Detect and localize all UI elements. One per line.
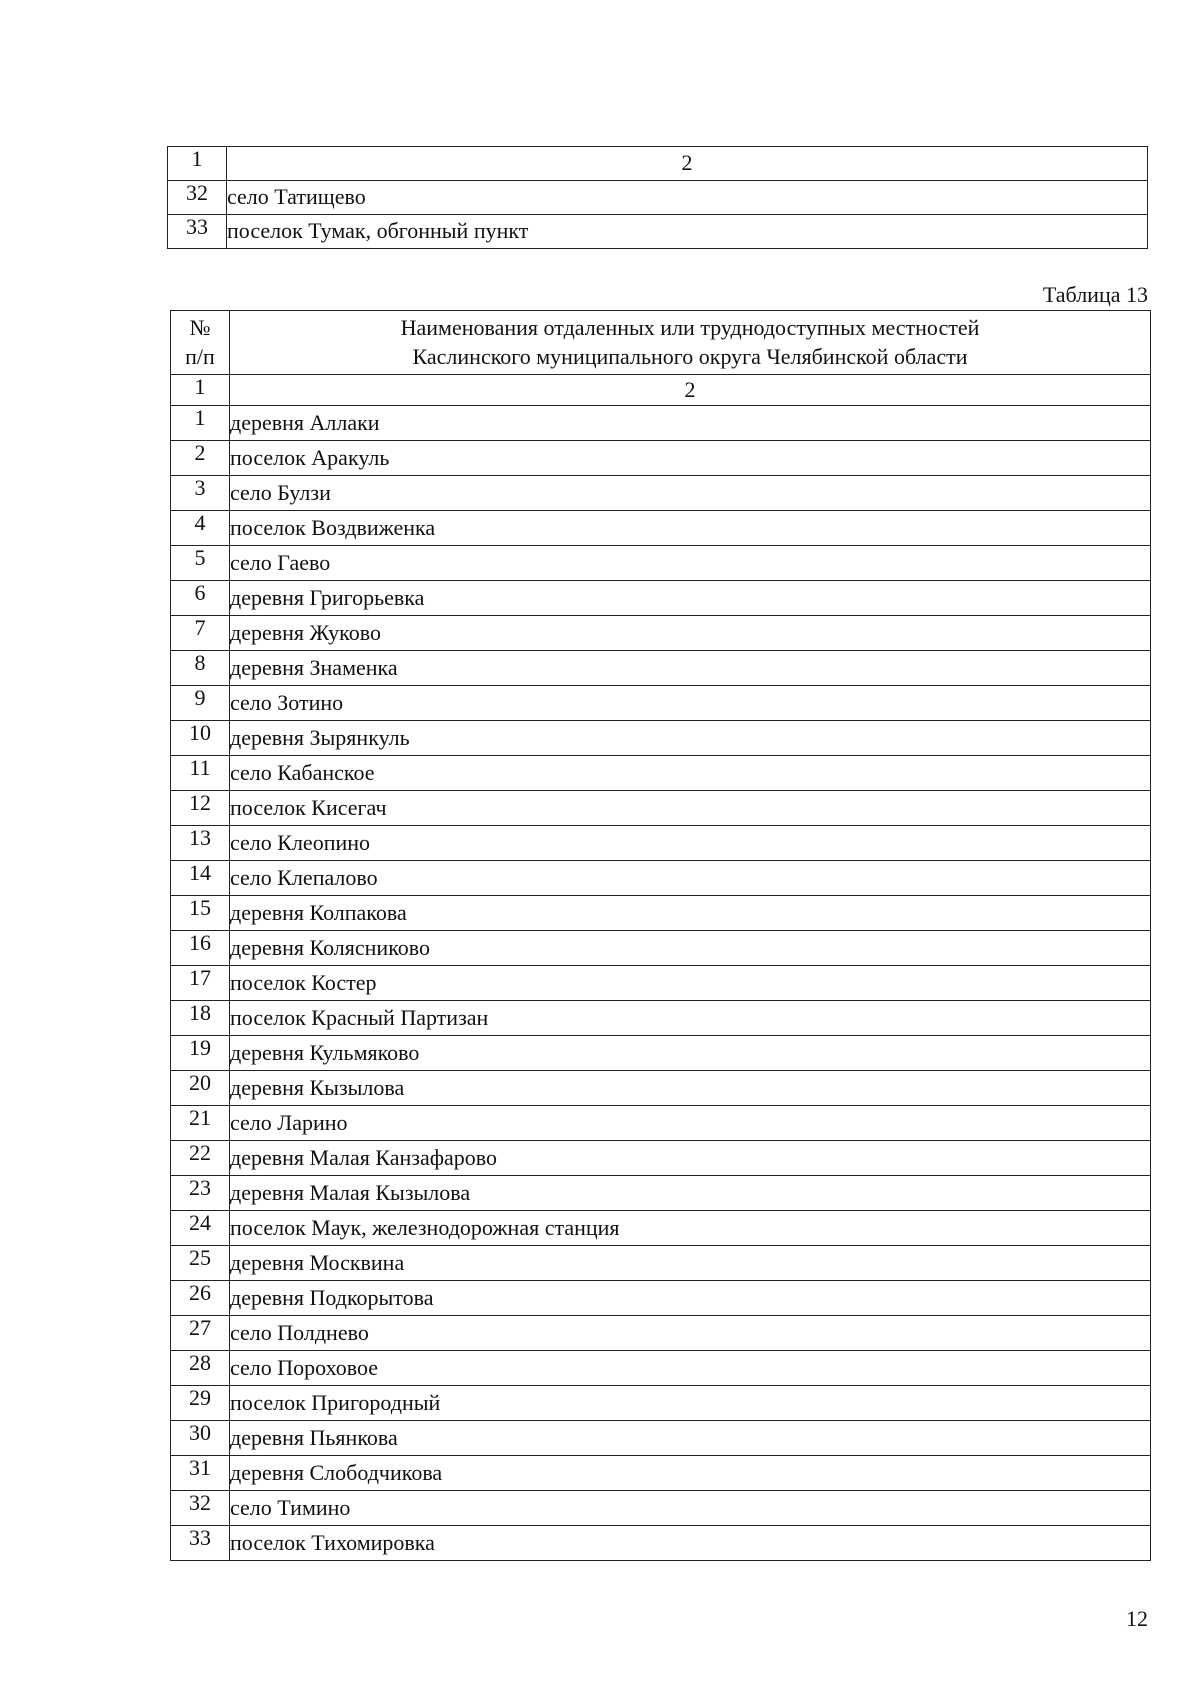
row-number: 5 [171, 546, 230, 581]
table-13 [170, 310, 1151, 1561]
locality-name: село Татищево [227, 181, 1148, 215]
table-row [171, 581, 1151, 616]
row-number: 7 [171, 616, 230, 651]
locality-name: деревня Зырянкуль [230, 721, 1151, 756]
locality-name: село Полднево [230, 1316, 1151, 1351]
row-number: 32 [171, 1491, 230, 1526]
row-number: 26 [171, 1281, 230, 1316]
table-caption: Таблица 13 [1042, 282, 1148, 307]
num-header-symbol: № [189, 314, 211, 340]
column-number-row [171, 375, 1151, 406]
table-row [171, 756, 1151, 791]
locality-name: поселок Тумак, обгонный пункт [227, 215, 1148, 249]
column-number-1: 1 [171, 375, 230, 406]
row-number: 9 [171, 686, 230, 721]
table-row [171, 476, 1151, 511]
table-row [171, 1141, 1151, 1176]
row-number: 30 [171, 1421, 230, 1456]
num-header [171, 311, 230, 375]
table-row [171, 546, 1151, 581]
row-number: 8 [171, 651, 230, 686]
locality-name: поселок Воздвиженка [230, 511, 1151, 546]
table-row [171, 1526, 1151, 1561]
table-header-row [171, 311, 1151, 375]
table-row [168, 181, 1148, 215]
table-row [171, 1211, 1151, 1246]
locality-name: село Ларино [230, 1106, 1151, 1141]
row-number: 10 [171, 721, 230, 756]
locality-name: поселок Тихомировка [230, 1526, 1151, 1561]
locality-name: деревня Москвина [230, 1246, 1151, 1281]
row-number: 29 [171, 1386, 230, 1421]
locality-name: деревня Колпакова [230, 896, 1151, 931]
row-number: 28 [171, 1351, 230, 1386]
locality-name: деревня Колясниково [230, 931, 1151, 966]
locality-name: село Клепалово [230, 861, 1151, 896]
table-row [171, 441, 1151, 476]
row-number: 6 [171, 581, 230, 616]
table-row [171, 1316, 1151, 1351]
locality-name: село Пороховое [230, 1351, 1151, 1386]
page-number: 12 [1126, 1606, 1148, 1631]
row-number: 15 [171, 896, 230, 931]
row-number: 33 [171, 1526, 230, 1561]
table-row [171, 931, 1151, 966]
table-row [171, 1106, 1151, 1141]
column-number-2: 2 [230, 375, 1151, 406]
name-header-line2: Каслинского муниципального округа Челябинской области [412, 343, 968, 369]
continued-table [167, 146, 1148, 249]
locality-name: поселок Костер [230, 966, 1151, 1001]
row-number: 1 [171, 406, 230, 441]
table-row [171, 651, 1151, 686]
table-row [171, 1246, 1151, 1281]
table-row [171, 1036, 1151, 1071]
locality-name: деревня Знаменка [230, 651, 1151, 686]
locality-name: поселок Пригородный [230, 1386, 1151, 1421]
table-row [171, 1351, 1151, 1386]
name-header [230, 311, 1151, 375]
row-number: 16 [171, 931, 230, 966]
num-header-abbrev: п/п [185, 343, 215, 369]
locality-name: село Гаево [230, 546, 1151, 581]
locality-name: поселок Аракуль [230, 441, 1151, 476]
table-row [171, 721, 1151, 756]
row-number: 33 [168, 215, 227, 249]
table-row [171, 791, 1151, 826]
locality-name: поселок Маук, железнодорожная станция [230, 1211, 1151, 1246]
locality-name: деревня Малая Канзафарово [230, 1141, 1151, 1176]
table-row [171, 616, 1151, 651]
row-number: 12 [171, 791, 230, 826]
table-row [171, 406, 1151, 441]
row-number: 24 [171, 1211, 230, 1246]
locality-name: деревня Пьянкова [230, 1421, 1151, 1456]
column-number-1: 1 [168, 147, 227, 181]
locality-name: село Булзи [230, 476, 1151, 511]
locality-name: деревня Кульмяково [230, 1036, 1151, 1071]
table-row [171, 1421, 1151, 1456]
row-number: 4 [171, 511, 230, 546]
row-number: 18 [171, 1001, 230, 1036]
row-number: 21 [171, 1106, 230, 1141]
locality-name: село Тимино [230, 1491, 1151, 1526]
row-number: 17 [171, 966, 230, 1001]
row-number: 22 [171, 1141, 230, 1176]
table-row [171, 1001, 1151, 1036]
row-number: 2 [171, 441, 230, 476]
row-number: 11 [171, 756, 230, 791]
row-number: 25 [171, 1246, 230, 1281]
table-row [171, 1491, 1151, 1526]
row-number: 32 [168, 181, 227, 215]
row-number: 19 [171, 1036, 230, 1071]
locality-name: поселок Кисегач [230, 791, 1151, 826]
locality-name: село Кабанское [230, 756, 1151, 791]
locality-name: село Клеопино [230, 826, 1151, 861]
locality-name: деревня Аллаки [230, 406, 1151, 441]
table-row [171, 826, 1151, 861]
table-row [171, 896, 1151, 931]
table-row [171, 966, 1151, 1001]
table-row [171, 686, 1151, 721]
row-number: 14 [171, 861, 230, 896]
locality-name: деревня Малая Кызылова [230, 1176, 1151, 1211]
row-number: 20 [171, 1071, 230, 1106]
row-number: 27 [171, 1316, 230, 1351]
table-row [171, 861, 1151, 896]
locality-name: поселок Красный Партизан [230, 1001, 1151, 1036]
row-number: 13 [171, 826, 230, 861]
table-row [171, 1386, 1151, 1421]
locality-name: деревня Подкорытова [230, 1281, 1151, 1316]
table-row [171, 511, 1151, 546]
table-row [171, 1071, 1151, 1106]
table-row [171, 1281, 1151, 1316]
locality-name: деревня Кызылова [230, 1071, 1151, 1106]
row-number: 3 [171, 476, 230, 511]
name-header-line1: Наименования отдаленных или труднодоступных местностей [400, 314, 980, 340]
table-row [171, 1456, 1151, 1491]
row-number: 23 [171, 1176, 230, 1211]
locality-name: деревня Слободчикова [230, 1456, 1151, 1491]
locality-name: деревня Григорьевка [230, 581, 1151, 616]
locality-name: село Зотино [230, 686, 1151, 721]
locality-name: деревня Жуково [230, 616, 1151, 651]
column-number-row [168, 147, 1148, 181]
table-row [168, 215, 1148, 249]
row-number: 31 [171, 1456, 230, 1491]
table-row [171, 1176, 1151, 1211]
column-number-2: 2 [227, 147, 1148, 181]
